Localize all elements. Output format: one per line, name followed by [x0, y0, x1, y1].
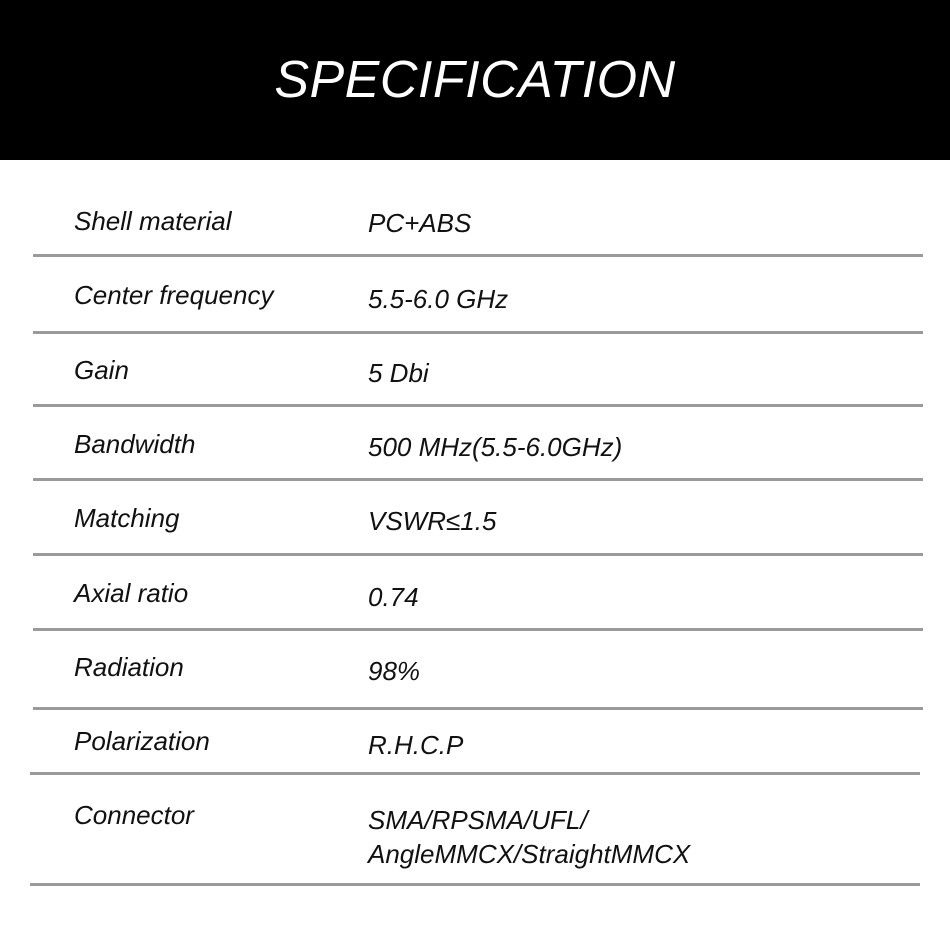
spec-value-polarization: R.H.C.P: [368, 730, 464, 760]
row-divider: [33, 478, 923, 481]
spec-label-bandwidth: Bandwidth: [74, 429, 196, 459]
row-divider: [30, 772, 920, 775]
spec-label-radiation: Radiation: [74, 652, 184, 682]
row-divider: [33, 404, 923, 407]
row-divider: [33, 331, 923, 334]
page-title: SPECIFICATION: [274, 51, 676, 109]
row-divider: [33, 707, 923, 710]
spec-value-bandwidth: 500 MHz(5.5-6.0GHz): [368, 432, 623, 462]
spec-label-center-frequency: Center frequency: [74, 280, 274, 310]
spec-value-axial-ratio: 0.74: [368, 582, 419, 612]
row-divider: [33, 553, 923, 556]
spec-label-shell-material: Shell material: [74, 206, 232, 236]
spec-label-matching: Matching: [74, 503, 180, 533]
spec-value-shell-material: PC+ABS: [368, 208, 472, 238]
spec-label-axial-ratio: Axial ratio: [74, 578, 189, 608]
spec-value-gain: 5 Dbi: [368, 358, 429, 388]
spec-value-radiation: 98%: [368, 656, 421, 686]
row-divider: [30, 883, 920, 886]
spec-label-polarization: Polarization: [74, 726, 210, 756]
spec-value-connector: SMA/RPSMA/UFL/ AngleMMCX/StraightMMCX: [368, 805, 691, 869]
row-divider: [33, 628, 923, 631]
spec-value-matching: VSWR≤1.5: [368, 506, 497, 536]
spec-label-gain: Gain: [74, 355, 129, 385]
spec-value-center-frequency: 5.5-6.0 GHz: [368, 284, 509, 314]
row-divider: [33, 254, 923, 257]
spec-label-connector: Connector: [74, 800, 194, 830]
